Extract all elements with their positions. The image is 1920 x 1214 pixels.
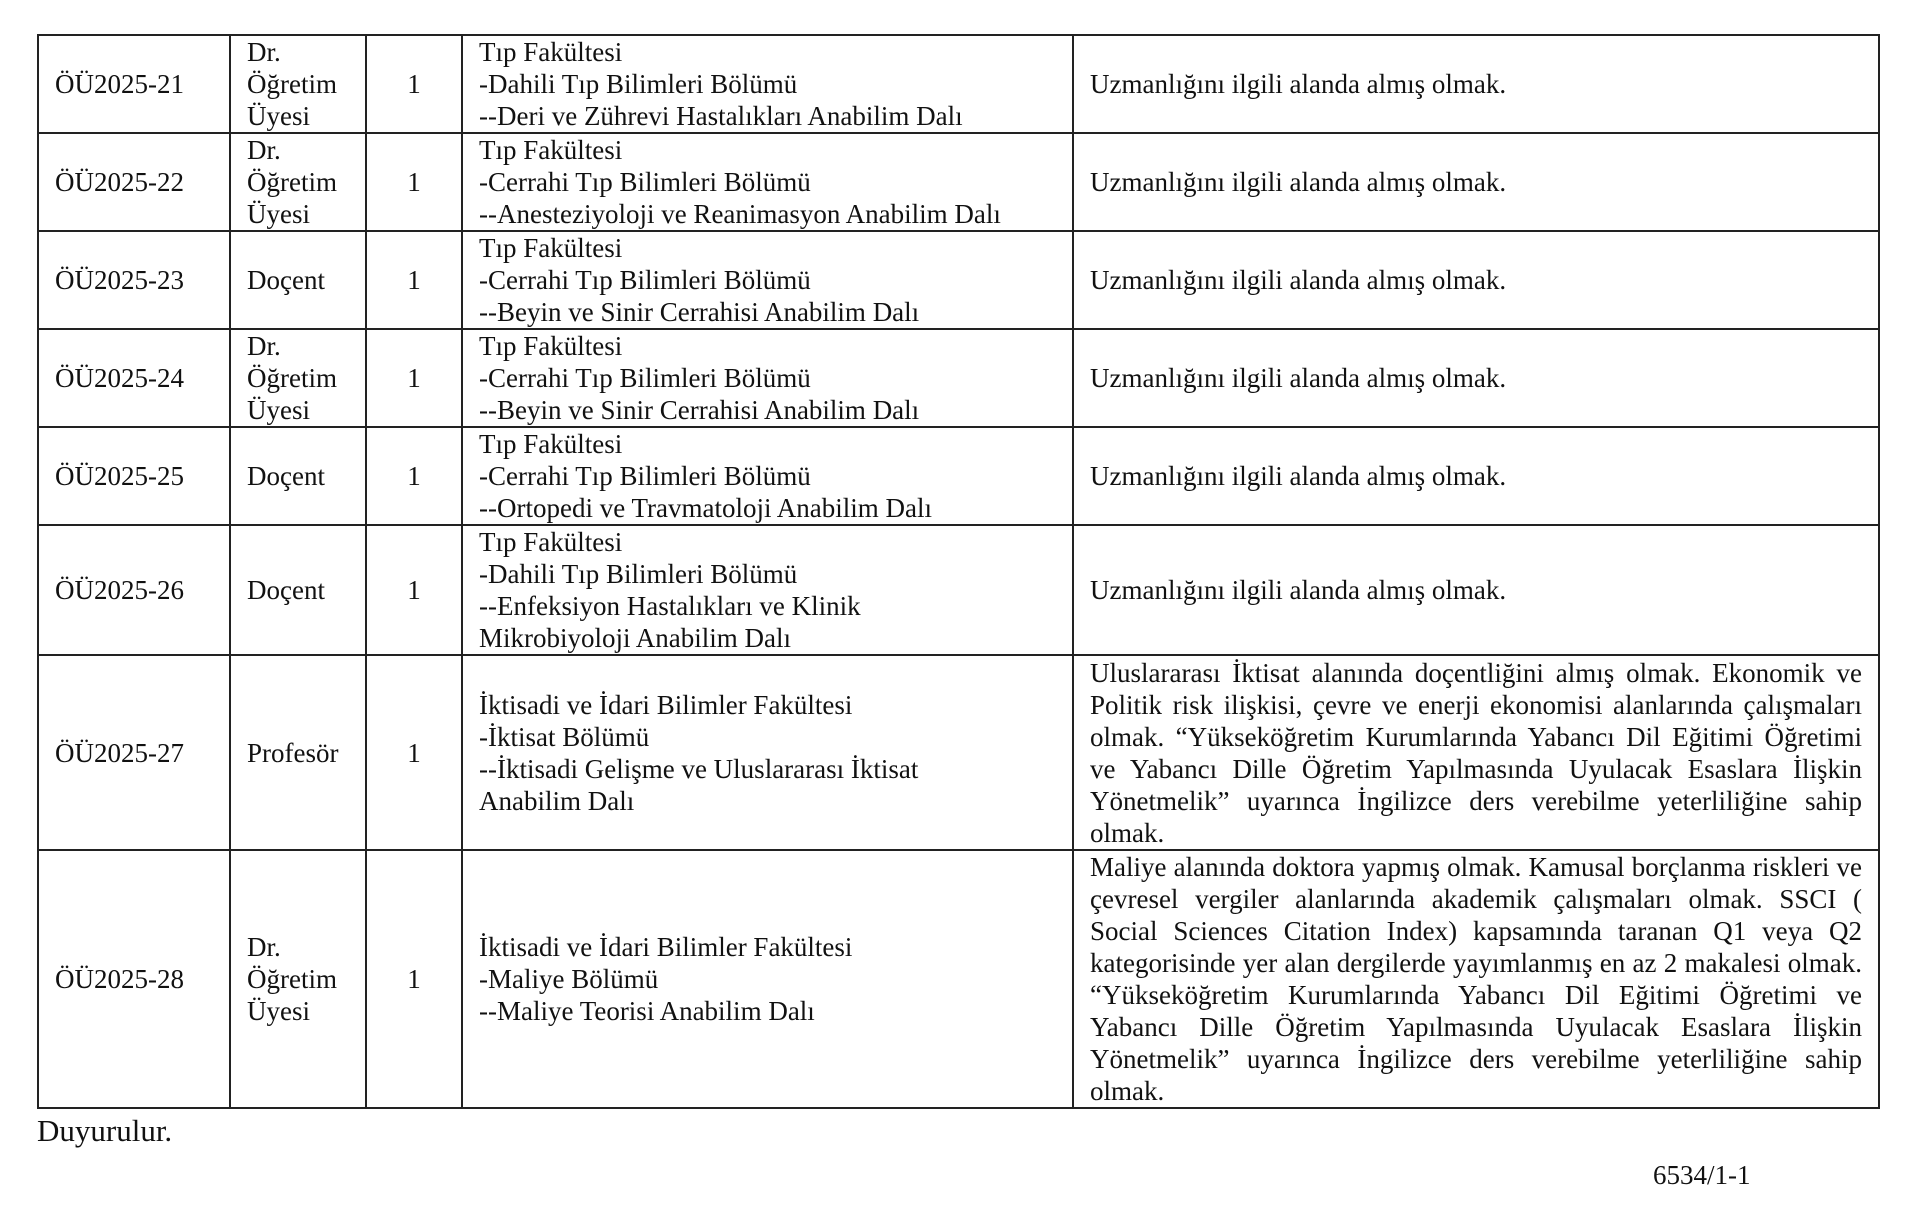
title-line: Üyesi: [247, 996, 310, 1026]
position-code: ÖÜ2025-27: [38, 655, 230, 850]
table-row: [38, 427, 1879, 525]
position-count: 1: [366, 427, 462, 525]
table-row: [38, 231, 1879, 329]
table-row: [38, 133, 1879, 231]
title-line: Üyesi: [247, 199, 310, 229]
title-line: Profesör: [247, 737, 339, 768]
unit-line: Tıp Fakültesi: [479, 429, 623, 459]
unit-line: Mikrobiyoloji Anabilim Dalı: [479, 623, 791, 653]
unit-line: -Cerrahi Tıp Bilimleri Bölümü: [479, 461, 811, 491]
requirements: Uzmanlığını ilgili alanda almış olmak.: [1073, 329, 1879, 427]
unit-line: Tıp Fakültesi: [479, 233, 623, 263]
title-line: Dr.: [247, 331, 281, 361]
title-line: Dr.: [247, 932, 281, 962]
unit-line: -Cerrahi Tıp Bilimleri Bölümü: [479, 265, 811, 295]
unit-line: --Ortopedi ve Travmatoloji Anabilim Dalı: [479, 493, 932, 523]
unit-line: İktisadi ve İdari Bilimler Fakültesi: [479, 689, 853, 720]
table-row: [38, 329, 1879, 427]
position-count: 1: [366, 231, 462, 329]
position-code: ÖÜ2025-22: [38, 133, 230, 231]
unit-line: --Deri ve Zührevi Hastalıkları Anabilim Dalı: [479, 101, 963, 131]
requirements: Uzmanlığını ilgili alanda almış olmak.: [1073, 231, 1879, 329]
unit-line: -Dahili Tıp Bilimleri Bölümü: [479, 69, 798, 99]
title-line: Öğretim: [247, 69, 337, 99]
requirements: Uzmanlığını ilgili alanda almış olmak.: [1073, 525, 1879, 655]
positions-table: [37, 34, 1880, 1109]
title-line: Öğretim: [247, 167, 337, 197]
table-row: [38, 850, 1879, 1108]
title-line: Üyesi: [247, 101, 310, 131]
faculty-unit: [462, 133, 1073, 231]
faculty-unit: [462, 329, 1073, 427]
document-number: 6534/1-1: [1653, 1160, 1751, 1190]
position-code: ÖÜ2025-25: [38, 427, 230, 525]
requirements: Uluslararası İktisat alanında doçentliğini almış olmak. Ekonomik ve Politik risk ilişkisi, çevre ve enerji ekonomisi alanlarında çalışmaları olmak. “Yükseköğretim Kurumlarında Yabancı Dil Eğitimi Öğretimi ve Yabancı Dille Öğretim Yapılmasında Uyulacak Esaslara İlişkin Yönetmelik” uyarınca İngilizce ders verebilme yeterliliğine sahip olmak.: [1073, 655, 1879, 850]
faculty-unit: [462, 655, 1073, 850]
unit-line: --İktisadi Gelişme ve Uluslararası İktisat: [479, 753, 919, 784]
title-line: Üyesi: [247, 395, 310, 425]
unit-line: -Dahili Tıp Bilimleri Bölümü: [479, 559, 798, 589]
unit-line: --Anesteziyoloji ve Reanimasyon Anabilim Dalı: [479, 199, 1001, 229]
academic-title: [230, 329, 366, 427]
academic-title: [230, 655, 366, 850]
position-code: ÖÜ2025-24: [38, 329, 230, 427]
title-line: Doçent: [247, 265, 325, 295]
unit-line: Tıp Fakültesi: [479, 37, 623, 67]
position-count: 1: [366, 35, 462, 133]
faculty-unit: [462, 35, 1073, 133]
position-code: ÖÜ2025-21: [38, 35, 230, 133]
title-line: Öğretim: [247, 964, 337, 994]
unit-line: Tıp Fakültesi: [479, 135, 623, 165]
title-line: Dr.: [247, 135, 281, 165]
unit-line: --Beyin ve Sinir Cerrahisi Anabilim Dalı: [479, 297, 920, 327]
requirements: Uzmanlığını ilgili alanda almış olmak.: [1073, 427, 1879, 525]
unit-line: -Cerrahi Tıp Bilimleri Bölümü: [479, 363, 811, 393]
unit-line: Tıp Fakültesi: [479, 527, 623, 557]
academic-title: [230, 231, 366, 329]
unit-line: İktisadi ve İdari Bilimler Fakültesi: [479, 932, 853, 962]
title-line: Doçent: [247, 461, 325, 491]
unit-line: --Beyin ve Sinir Cerrahisi Anabilim Dalı: [479, 395, 920, 425]
unit-line: --Maliye Teorisi Anabilim Dalı: [479, 996, 815, 1026]
academic-title: [230, 133, 366, 231]
faculty-unit: [462, 850, 1073, 1108]
requirements: Maliye alanında doktora yapmış olmak. Kamusal borçlanma riskleri ve çevresel vergiler alanlarında akademik çalışmaları olmak. SSCI ( Social Sciences Citation Index) kapsamında taranan Q1 veya Q2 kategorisinde yer alan dergilerde yayımlanmış en az 2 makalesi olmak. “Yükseköğretim Kurumlarında Yabancı Dil Eğitimi Öğretimi ve Yabancı Dille Öğretim Yapılmasında Uyulacak Esaslara İlişkin Yönetmelik” uyarınca İngilizce ders verebilme yeterliliğine sahip olmak.: [1073, 850, 1879, 1108]
unit-line: -İktisat Bölümü: [479, 721, 650, 752]
faculty-unit: [462, 231, 1073, 329]
table-row: [38, 655, 1879, 850]
position-count: 1: [366, 850, 462, 1108]
faculty-unit: [462, 427, 1073, 525]
title-line: Öğretim: [247, 363, 337, 393]
table-row: [38, 525, 1879, 655]
position-count: 1: [366, 655, 462, 850]
unit-line: -Cerrahi Tıp Bilimleri Bölümü: [479, 167, 811, 197]
title-line: Dr.: [247, 37, 281, 67]
unit-line: Tıp Fakültesi: [479, 331, 623, 361]
table-row: [38, 35, 1879, 133]
faculty-unit: [462, 525, 1073, 655]
unit-line: Anabilim Dalı: [479, 785, 635, 816]
position-code: ÖÜ2025-23: [38, 231, 230, 329]
unit-line: --Enfeksiyon Hastalıkları ve Klinik: [479, 591, 861, 621]
academic-title: [230, 525, 366, 655]
position-count: 1: [366, 329, 462, 427]
announcement-footer: Duyurulur.: [37, 1113, 173, 1148]
position-code: ÖÜ2025-28: [38, 850, 230, 1108]
position-count: 1: [366, 133, 462, 231]
academic-title: [230, 427, 366, 525]
position-code: ÖÜ2025-26: [38, 525, 230, 655]
academic-title: [230, 850, 366, 1108]
academic-title: [230, 35, 366, 133]
requirements: Uzmanlığını ilgili alanda almış olmak.: [1073, 35, 1879, 133]
title-line: Doçent: [247, 575, 325, 605]
unit-line: -Maliye Bölümü: [479, 964, 659, 994]
requirements: Uzmanlığını ilgili alanda almış olmak.: [1073, 133, 1879, 231]
position-count: 1: [366, 525, 462, 655]
